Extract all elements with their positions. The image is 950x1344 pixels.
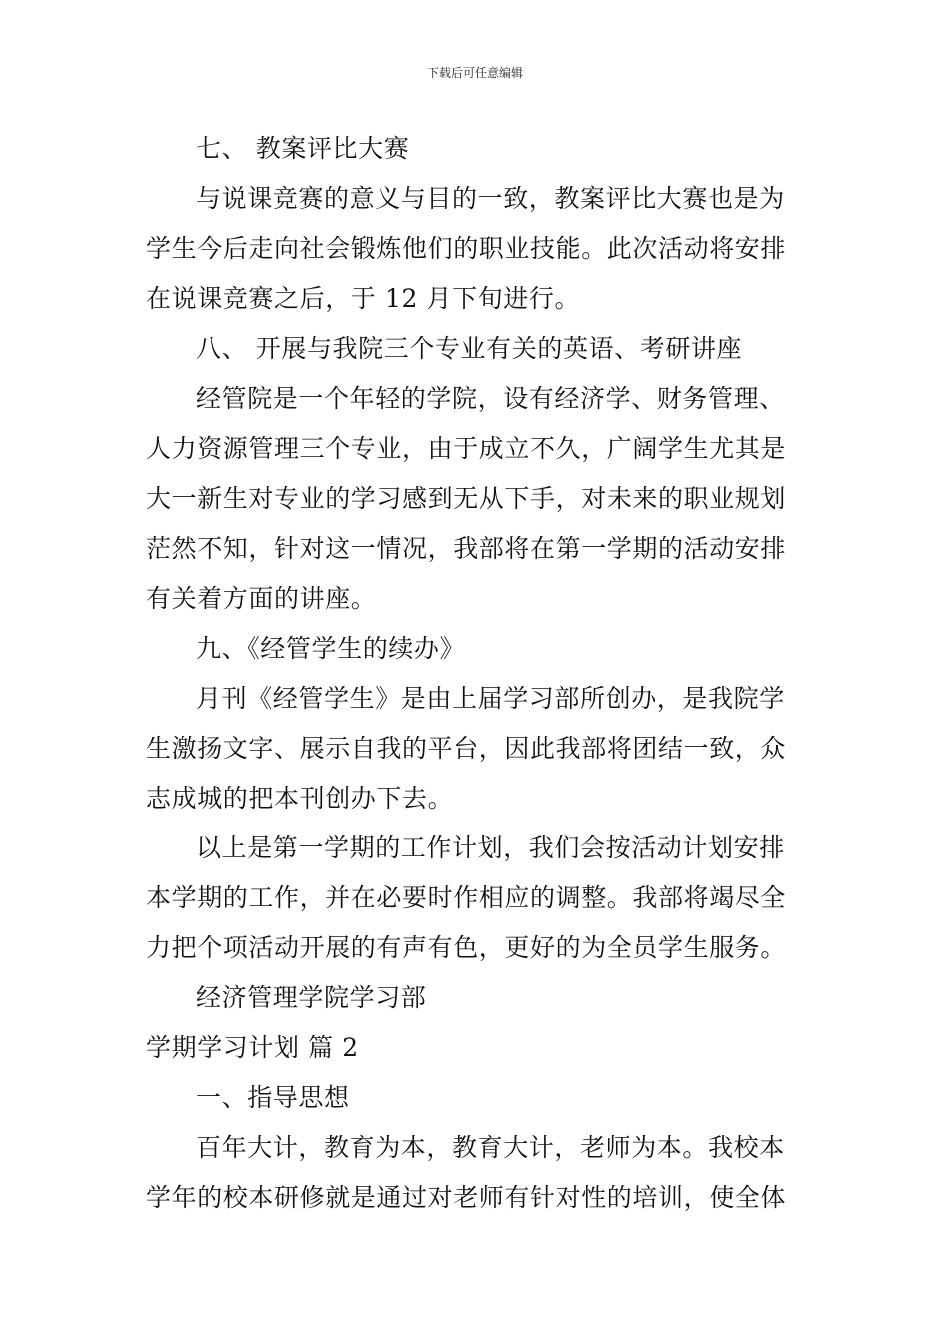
- paragraph-line: 学生今后走向社会锻炼他们的职业技能。此次活动将安排: [146, 234, 787, 263]
- paragraph-line: 月刊《经管学生》是由上届学习部所创办，是我院学: [196, 684, 785, 713]
- article-title: 学期学习计划 篇 2: [146, 1033, 359, 1062]
- paragraph-line: 以上是第一学期的工作计划，我们会按活动计划安排: [196, 833, 785, 862]
- page-header: 下载后可任意编辑: [426, 66, 523, 80]
- paragraph-line: 学年的校本研修就是通过对老师有针对性的培训，使全体: [146, 1183, 787, 1212]
- paragraph-line: 茫然不知，针对这一情况，我部将在第一学期的活动安排: [146, 534, 787, 563]
- paragraph-line: 百年大计，教育为本，教育大计，老师为本。我校本: [196, 1133, 785, 1162]
- section-heading-7: 七、 教案评比大赛: [196, 134, 410, 163]
- signature-line: 经济管理学院学习部: [196, 983, 427, 1012]
- paragraph-line: 有关着方面的讲座。: [146, 584, 377, 613]
- paragraph-line: 与说课竞赛的意义与目的一致，教案评比大赛也是为: [196, 184, 785, 213]
- paragraph-line: 大一新生对专业的学习感到无从下手，对未来的职业规划: [146, 484, 787, 513]
- paragraph-line: 生激扬文字、展示自我的平台，因此我部将团结一致，众: [146, 734, 787, 763]
- paragraph-line: 志成城的把本刊创办下去。: [146, 784, 454, 813]
- section-heading-9: 九、《经管学生的续办》: [196, 634, 466, 663]
- paragraph-line: 在说课竞赛之后，于 12 月下旬进行。: [146, 284, 581, 313]
- paragraph-line: 力把个项活动开展的有声有色，更好的为全员学生服务。: [146, 933, 787, 962]
- paragraph-line: 经管院是一个年轻的学院，设有经济学、财务管理、: [196, 384, 785, 413]
- paragraph-line: 本学期的工作，并在必要时作相应的调整。我部将竭尽全: [146, 883, 787, 912]
- section-heading-8: 八、 开展与我院三个专业有关的英语、考研讲座: [196, 334, 743, 363]
- section-heading-1: 一、指导思想: [196, 1083, 350, 1112]
- paragraph-line: 人力资源管理三个专业，由于成立不久，广阔学生尤其是: [146, 434, 787, 463]
